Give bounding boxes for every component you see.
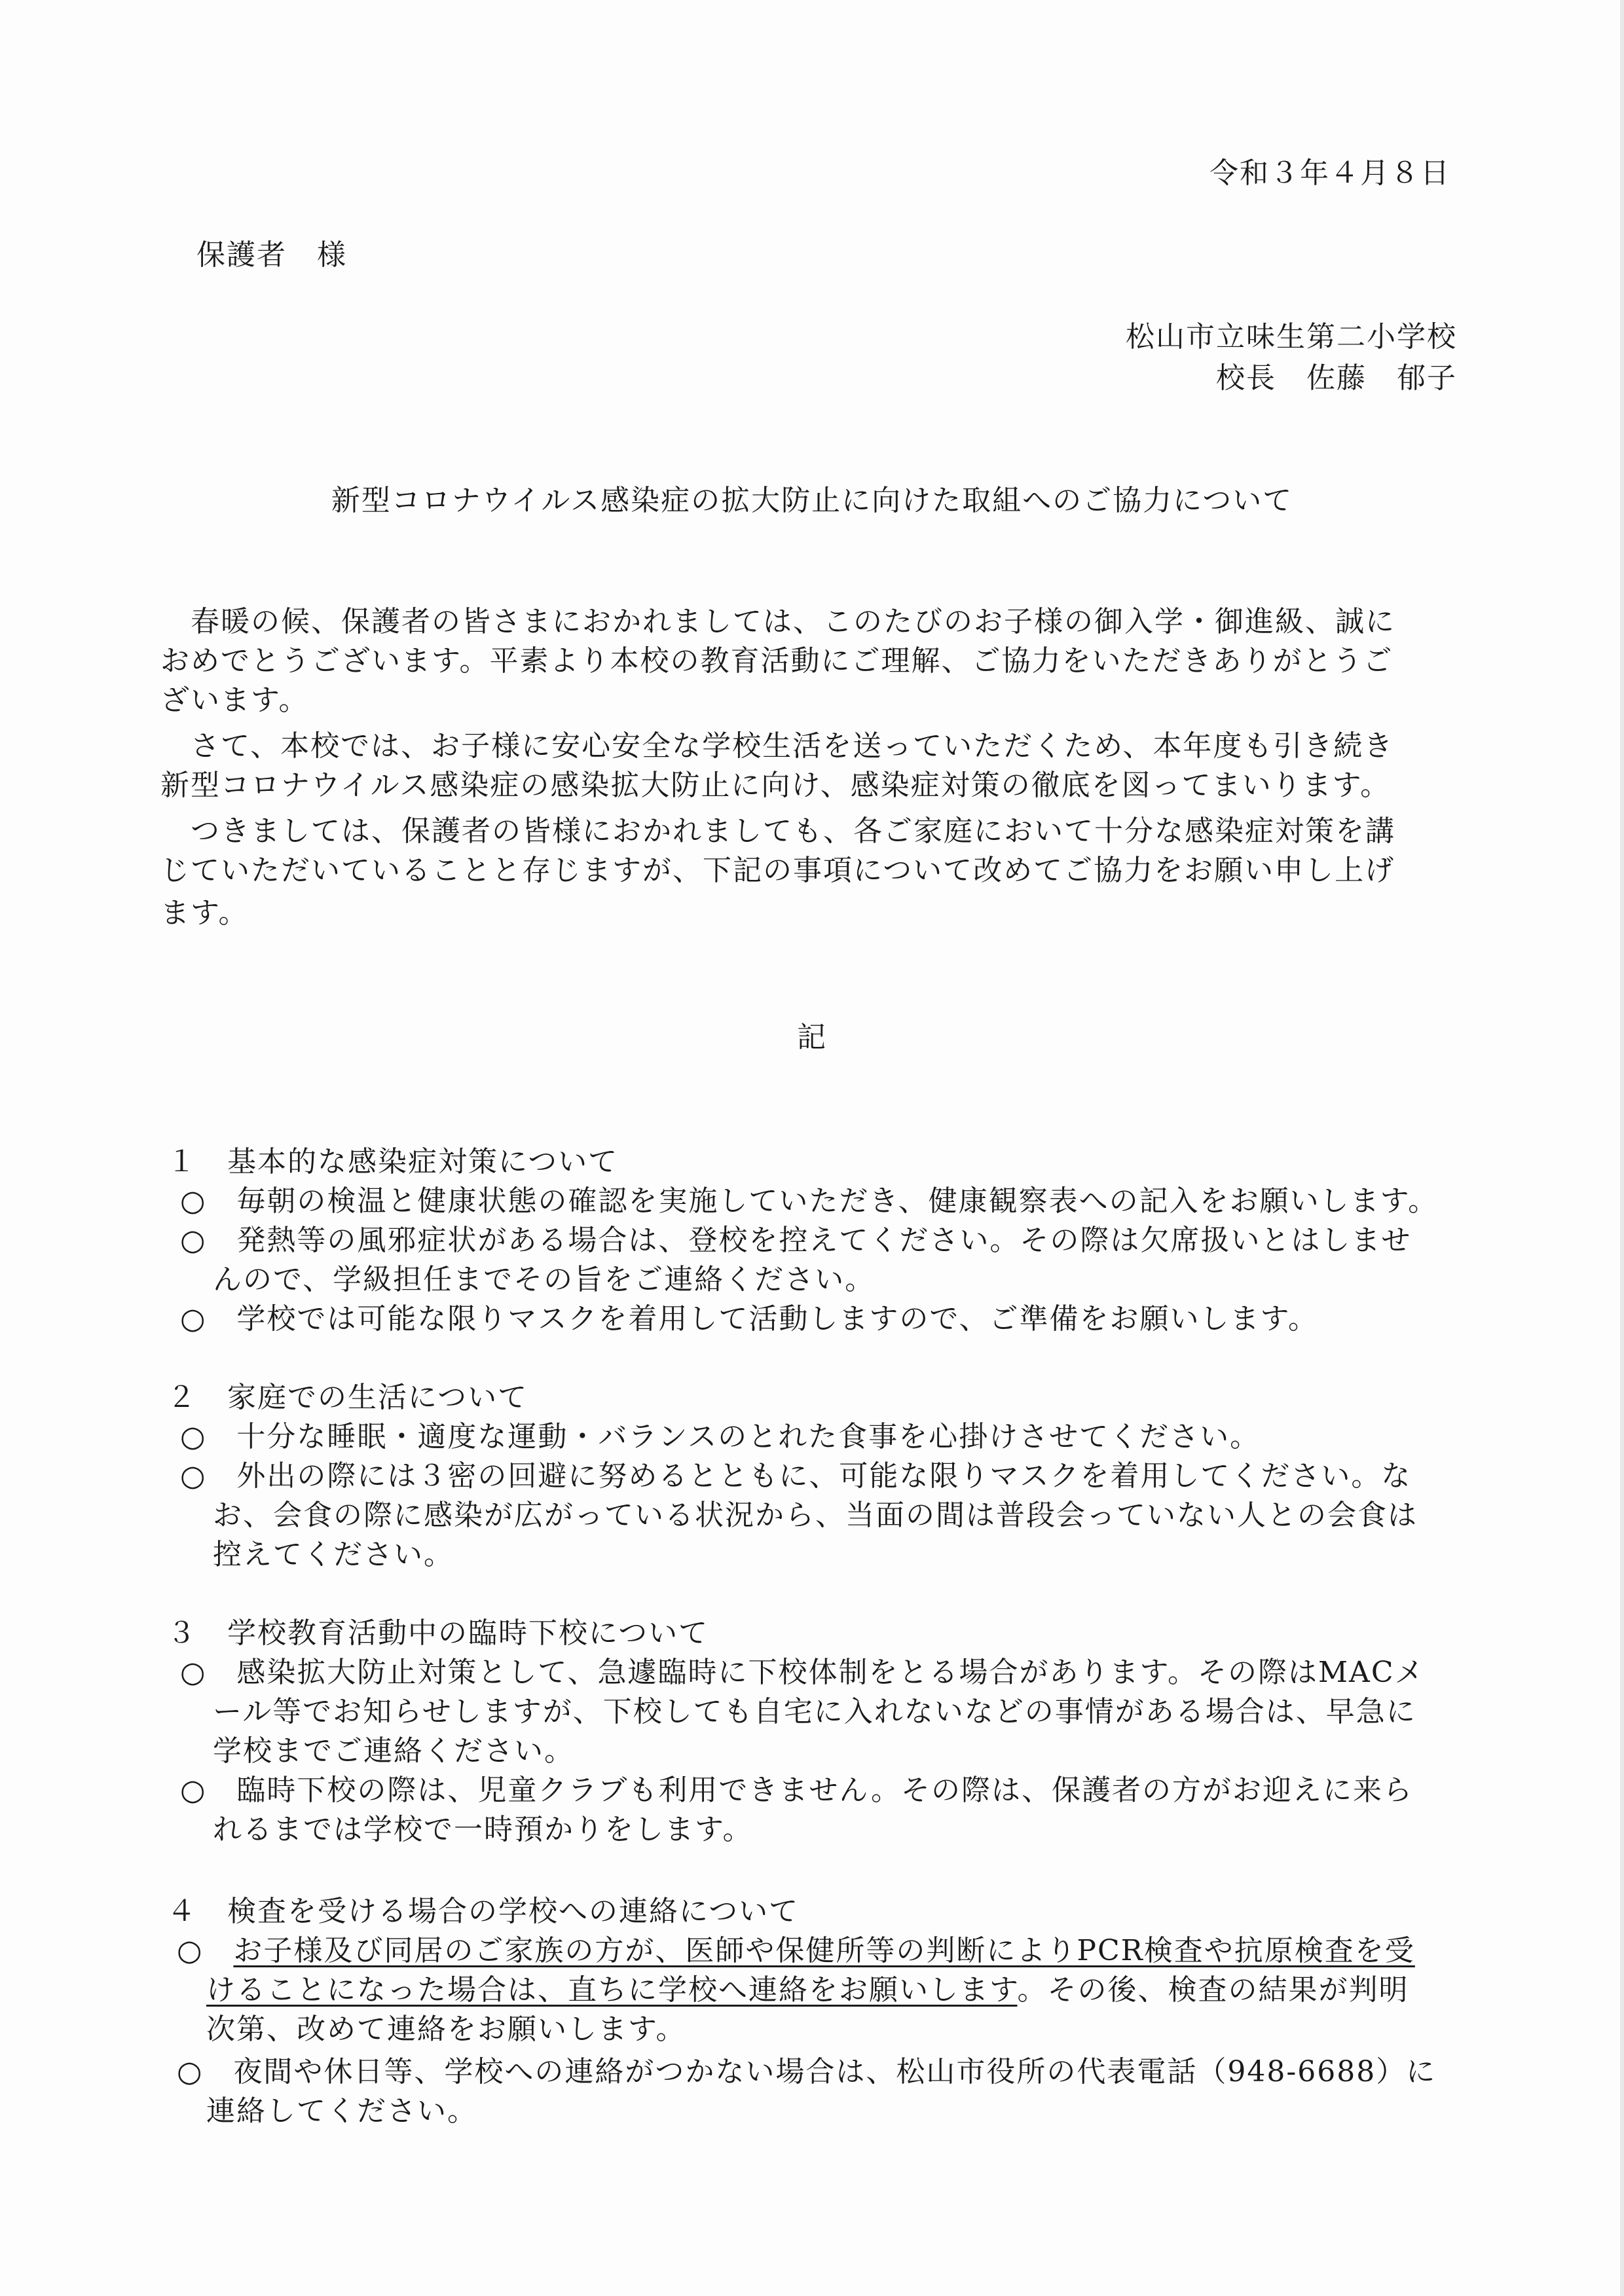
principal-name: 校長 佐藤 郁子	[1216, 361, 1457, 395]
underlined-emphasis: けることになった場合は、直ちに学校へ連絡をお願いします	[206, 1973, 1018, 2007]
intro-line: つきましては、保護者の皆様におかれましても、各ご家庭において十分な感染症対策を講	[160, 814, 1395, 848]
addressee: 保護者 様	[196, 238, 347, 272]
item-bullet: ○	[177, 1934, 234, 1967]
underlined-emphasis: お子様及び同居のご家族の方が、医師や保健所等の判断によりPCR検査や抗原検査を受	[233, 1934, 1415, 1967]
intro-line: じていただいていることと存じますが、下記の事項について改めてご協力をお願い申し上げ	[160, 854, 1395, 887]
section-item-continuation: 次第、改めて連絡をお願いします。	[206, 2013, 686, 2046]
section-heading: ４ 検査を受ける場合の学校への連絡について	[167, 1895, 800, 1928]
section-item: ○ 臨時下校の際は、児童クラブも利用できません。その際は、保護者の方がお迎えに来ら	[180, 1774, 1414, 1807]
section-item-continuation: 控えてください。	[213, 1538, 454, 1571]
section-item-continuation: 連絡してください。	[206, 2094, 477, 2128]
intro-line: さて、本校では、お子様に安心安全な学校生活を送っていただくため、本年度も引き続き	[160, 729, 1394, 763]
intro-line: ざいます。	[160, 683, 309, 717]
section-item: ○ 十分な睡眠・適度な運動・バランスのとれた食事を心掛けさせてください。	[180, 1420, 1261, 1453]
section-item: ○ 学校では可能な限りマスクを着用して活動しますので、ご準備をお願いします。	[180, 1302, 1318, 1336]
section-item-continuation: 学校までご連絡ください。	[213, 1734, 574, 1768]
section-item: ○ 毎朝の検温と健康状態の確認を実施していただき、健康観察表への記入をお願いします。	[180, 1184, 1439, 1218]
school-name: 松山市立味生第二小学校	[1126, 320, 1457, 354]
section-item-continuation: お、会食の際に感染が広がっている状況から、当面の間は普段会っていない人との会食は	[213, 1499, 1418, 1532]
intro-line: 新型コロナウイルス感染症の感染拡大防止に向け、感染症対策の徹底を図ってまいります。	[160, 769, 1391, 802]
ki-heading: 記	[797, 1021, 827, 1054]
intro-line: 春暖の候、保護者の皆さまにおかれましては、このたびのお子様の御入学・御進級、誠に	[160, 605, 1395, 638]
section-item: ○ 発熱等の風邪症状がある場合は、登校を控えてください。その際は欠席扱いとはしませ	[180, 1224, 1412, 1257]
section-item-continuation: れるまでは学校で一時預かりをします。	[213, 1813, 753, 1846]
intro-line: おめでとうございます。平素より本校の教育活動にご理解、ご協力をいただきありがとうご	[160, 644, 1393, 678]
scan-edge	[1620, 0, 1624, 2296]
section-heading: ３ 学校教育活動中の臨時下校について	[167, 1616, 709, 1650]
section-item: ○ 外出の際には３密の回避に努めるとともに、可能な限りマスクを着用してください。な	[180, 1459, 1412, 1493]
section-item-continuation: んので、学級担任までその旨をご連絡ください。	[213, 1263, 876, 1296]
section-item: ○ 感染拡大防止対策として、急遽臨時に下校体制をとる場合があります。その際はMACメ	[180, 1656, 1425, 1689]
section-heading: １ 基本的な感染症対策について	[167, 1145, 619, 1178]
section-item-continuation	[206, 1971, 1409, 2010]
section-item	[177, 1931, 1415, 1971]
document-date: 令和３年４月８日	[1209, 156, 1450, 190]
document-title: 新型コロナウイルス感染症の拡大防止に向けた取組へのご協力について	[331, 484, 1293, 517]
section-item: ○ 夜間や休日等、学校への連絡がつかない場合は、松山市役所の代表電話（948-6688）に	[177, 2055, 1437, 2088]
section-item-continuation: ール等でお知らせしますが、下校しても自宅に入れないなどの事情がある場合は、早急に	[213, 1695, 1416, 1728]
section-heading: ２ 家庭での生活について	[167, 1381, 528, 1414]
intro-line: ます。	[160, 896, 249, 930]
continuation-text: 。その後、検査の結果が判明	[1017, 1973, 1409, 2007]
